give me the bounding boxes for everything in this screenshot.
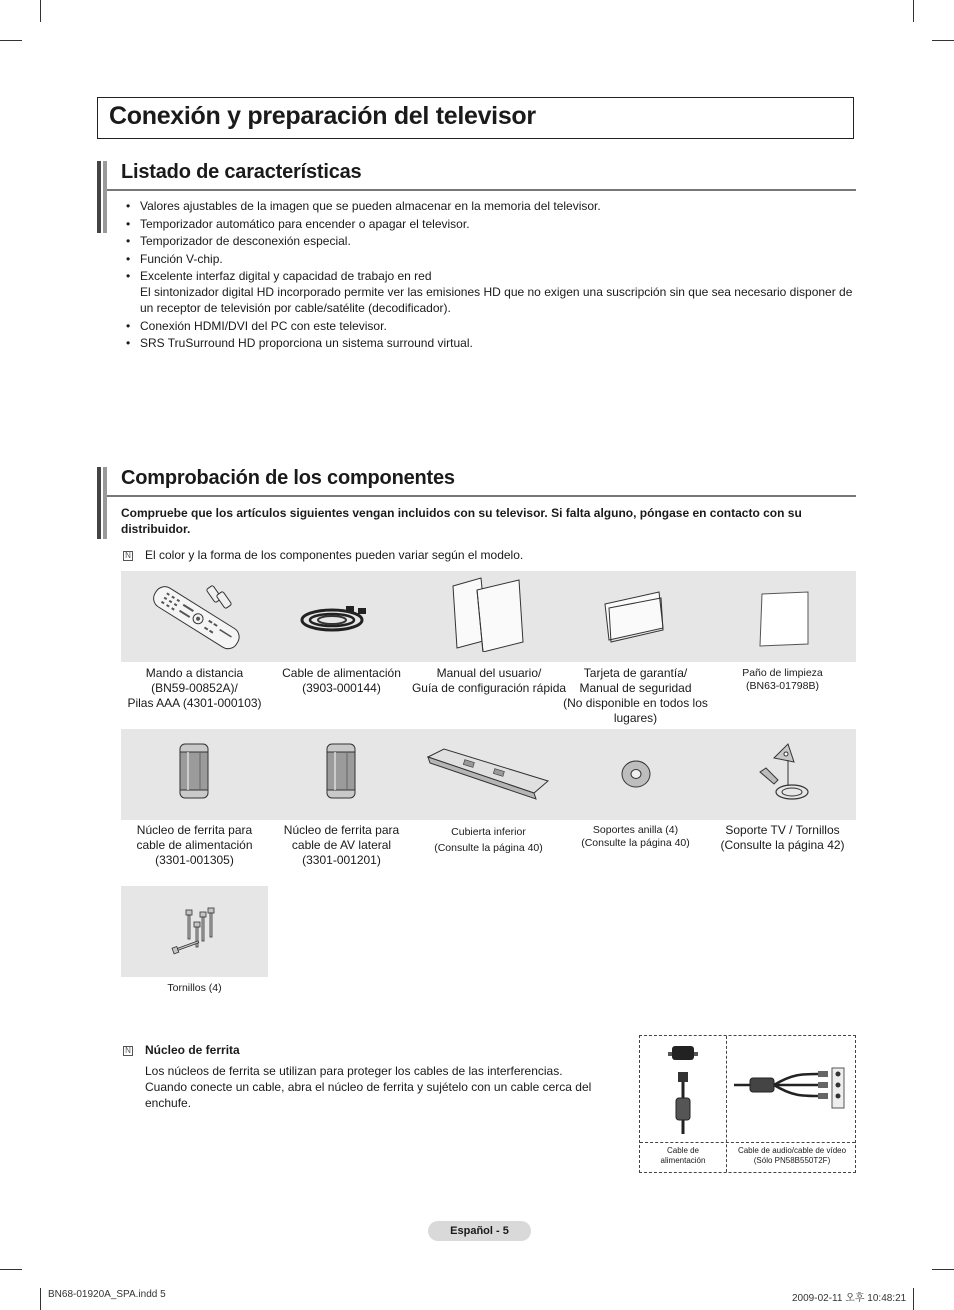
figure-divider xyxy=(640,1142,855,1143)
figure-caption: Cable de alimentación xyxy=(660,1146,706,1165)
ferrite-description: Los núcleos de ferrita se utilizan para proteger los cables de las interferencias. Cuando conecte un cable, abra el núcleo de ferrita y sujételo con un cable cerca del enchufe. xyxy=(145,1064,592,1110)
footer-timestamp: 2009-02-11 오후 10:48:21 xyxy=(792,1293,907,1304)
tv-holder-screw-icon xyxy=(756,742,812,804)
section-bar xyxy=(97,161,101,233)
crop-mark xyxy=(40,0,41,22)
ring-holder-icon xyxy=(619,758,653,790)
list-item: • Función V-chip. xyxy=(123,251,853,267)
figure-caption: Cable de audio/cable de vídeo (Sólo PN58B550T2F) xyxy=(737,1146,847,1165)
page-number-badge: Español - 5 xyxy=(428,1221,531,1241)
page-title-box xyxy=(97,97,854,139)
ferrite-figure xyxy=(639,1035,856,1173)
note-icon: N xyxy=(123,551,133,561)
components-intro: Compruebe que los artículos siguientes vengan incluidos con su televisor. Si falta alguno, póngase en contacto con su distribuidor. xyxy=(121,506,802,536)
component-caption: Tornillos (4) xyxy=(167,982,222,994)
list-item: • Temporizador de desconexión especial. xyxy=(123,233,853,249)
component-caption: Tarjeta de garantía/ Manual de seguridad (No disponible en todos los lugares) xyxy=(563,666,708,725)
components-heading: Comprobación de los componentes xyxy=(121,467,455,489)
crop-mark xyxy=(0,1269,22,1270)
section-bar xyxy=(103,161,107,233)
crop-mark xyxy=(40,1288,41,1310)
component-caption: Soporte TV / Tornillos (Consulte la página 42) xyxy=(720,823,845,852)
section-bar xyxy=(97,467,101,539)
screws-icon xyxy=(166,906,222,956)
component-caption: Mando a distancia (BN59-00852A)/ Pilas AAA (4301-000103) xyxy=(127,666,262,710)
component-caption: Paño de limpieza (BN63-01798B) xyxy=(742,667,823,692)
av-cable-ferrite-icon xyxy=(732,1066,850,1116)
page-title: Conexión y preparación del televisor xyxy=(109,102,536,130)
manual-icon xyxy=(445,576,525,652)
list-item-text: Excelente interfaz digital y capacidad de trabajo en red xyxy=(140,269,432,283)
components-note: El color y la forma de los componentes pueden variar según el modelo. xyxy=(145,548,524,562)
remote-control-icon xyxy=(140,578,250,656)
list-item: • Temporizador automático para encender o apagar el televisor. xyxy=(123,216,853,232)
list-item xyxy=(123,268,853,316)
crop-mark xyxy=(932,40,954,41)
list-item: • Conexión HDMI/DVI del PC con este televisor. xyxy=(123,318,853,334)
component-caption: Cubierta inferior (Consulte la página 40) xyxy=(434,826,543,854)
bottom-cover-icon xyxy=(424,745,552,801)
section-bar xyxy=(103,467,107,539)
power-cable-ferrite-icon xyxy=(662,1042,704,1138)
figure-divider xyxy=(726,1036,727,1172)
ferrite-title: Núcleo de ferrita xyxy=(145,1043,240,1057)
crop-mark xyxy=(913,1288,914,1310)
component-caption: Manual del usuario/ Guía de configuración rápida xyxy=(411,666,567,695)
list-item: • SRS TruSurround HD proporciona un sistema surround virtual. xyxy=(123,335,853,351)
list-item-detail: El sintonizador digital HD incorporado permite ver las emisiones HD que no exigen una suscripción sin que sea necesario disponer de un receptor de televisión por cable/satélite (decodificador). xyxy=(140,285,853,315)
section-rule xyxy=(107,189,856,191)
features-heading: Listado de características xyxy=(121,161,362,183)
list-item: • Valores ajustables de la imagen que se pueden almacenar en la memoria del televisor. xyxy=(123,198,853,214)
note-icon: N xyxy=(123,1046,133,1056)
crop-mark xyxy=(913,0,914,22)
power-cable-icon xyxy=(296,598,376,638)
ferrite-core-icon xyxy=(176,742,212,800)
crop-mark xyxy=(932,1269,954,1270)
component-caption: Núcleo de ferrita para cable de alimentación (3301-001305) xyxy=(136,823,253,867)
footer-file-name: BN68-01920A_SPA.indd 5 xyxy=(48,1289,166,1300)
feature-list xyxy=(123,198,853,353)
cleaning-cloth-icon xyxy=(756,590,812,648)
component-caption: Cable de alimentación (3903-000144) xyxy=(282,666,401,695)
warranty-card-icon xyxy=(601,590,667,644)
section-rule xyxy=(107,495,856,497)
crop-mark xyxy=(0,40,22,41)
component-caption: Soportes anilla (4) (Consulte la página 40) xyxy=(581,824,690,849)
component-caption: Núcleo de ferrita para cable de AV lateral (3301-001201) xyxy=(283,823,400,867)
ferrite-core-icon xyxy=(323,742,359,800)
